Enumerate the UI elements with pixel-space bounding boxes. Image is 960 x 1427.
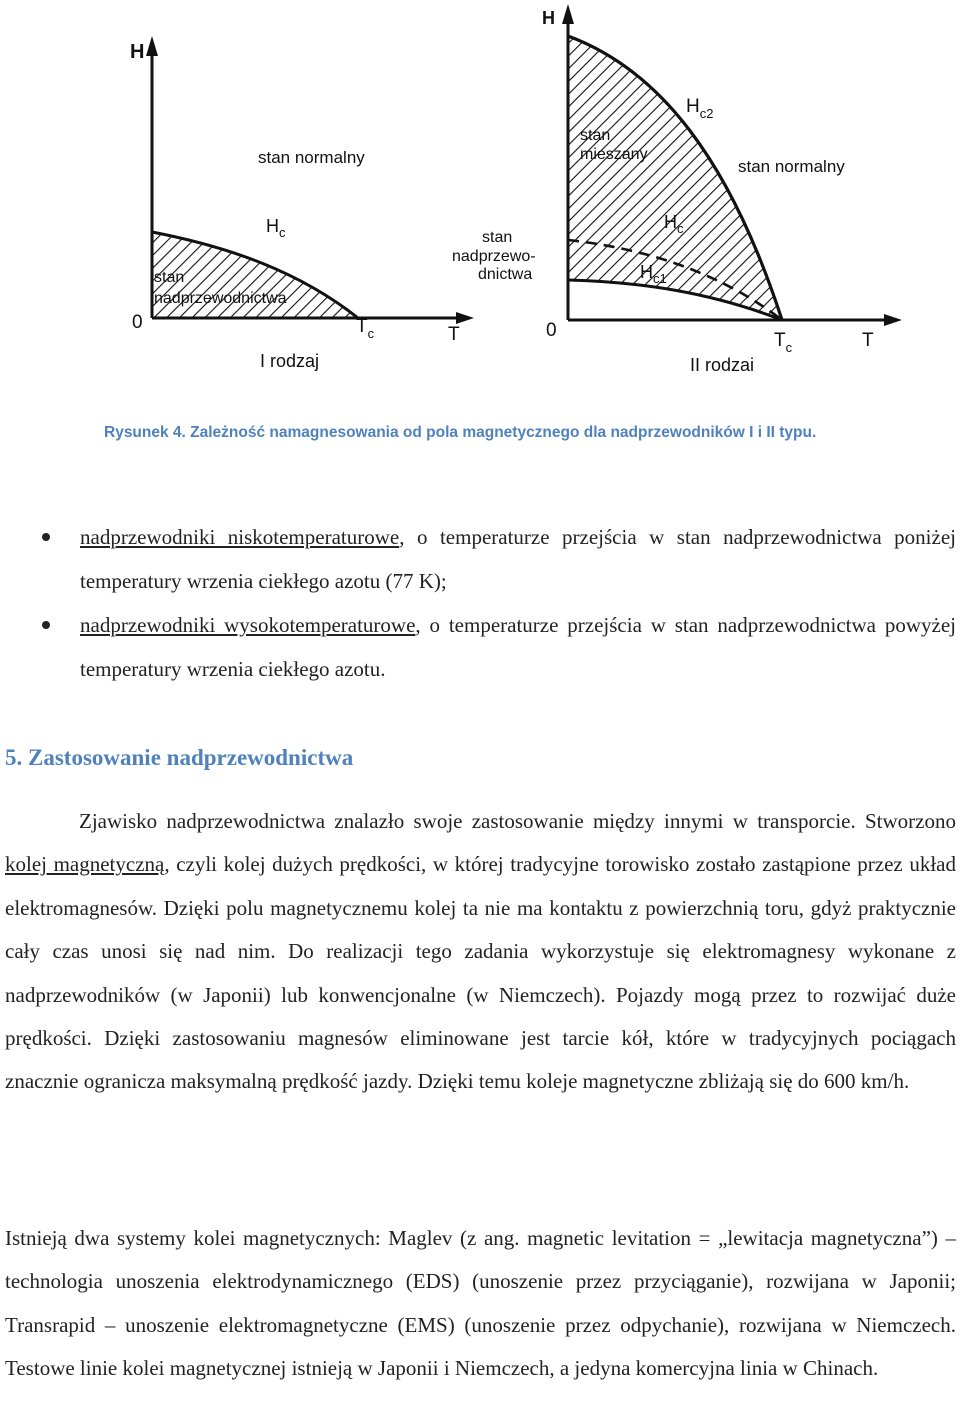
type-i-diagram bbox=[130, 36, 474, 371]
paragraph-applications bbox=[5, 800, 956, 1104]
paragraph-maglev-systems: Istnieją dwa systemy kolei magnetycznych: Maglev (z ang. magnetic levitation = „lewitacja magnetyczna”) – technologia unoszenia elektrodynamicznego (EDS) (unoszenie przez przyciąganie), rozwijana w Japonii; Transrapid – unoszenie elektromagnetyczne (EMS) (unoszenie przez odpychanie), rozwijana w Niemczech. Testowe linie kolei magnetycznej istnieją w Japonii i Niemczech, a jedyna komercyjna linia w Chinach. bbox=[5, 1226, 956, 1381]
paragraph-text: , czyli kolej dużych prędkości, w której tradycyjne torowisko zostało zastąpione przez układ elektromagnesów. Dzięki polu magnetycznemu kolej ta nie ma kontaktu z powierzchnią toru, gdyż praktycznie cały czas unosi się nad nim. Do realizacji tego zadania wykorzystuje się elektromagnesy wykonane z nadprzewodników (w Japonii) lub konwencjonalne (w Niemczech). Pojazdy mogą przez to rozwijać duże prędkości. Dzięki zastosowaniu magnesów eliminowane jest tarcie kół, które w tradycyjnych pociągach znacznie ogranicza maksymalną prędkość jazdy. Dzięki temu koleje magnetyczne zbliżają się do 600 km/h. bbox=[5, 852, 957, 1094]
type-i-hc-label: $H_c$ bbox=[266, 216, 286, 240]
bullet-dot-icon bbox=[42, 621, 50, 629]
bullet-item bbox=[80, 603, 956, 691]
type-i-sc-state-label-line2: nadprzewodnictwa bbox=[154, 290, 287, 307]
type-ii-h-axis-arrow bbox=[562, 4, 574, 24]
bullet-item bbox=[80, 515, 956, 603]
type-ii-sc-label-line1: stan bbox=[482, 229, 513, 246]
type-ii-mixed-region bbox=[568, 36, 782, 320]
type-ii-caption-label: II rodzai bbox=[690, 355, 755, 375]
type-i-origin-label: 0 bbox=[132, 312, 143, 333]
type-ii-t-axis-arrow bbox=[884, 314, 902, 326]
type-ii-sc-label-line2: nadprzewo- bbox=[452, 248, 536, 265]
low-temp-superconductors-link[interactable]: nadprzewodniki niskotemperaturowe bbox=[80, 525, 400, 549]
type-i-h-axis-arrow bbox=[146, 36, 158, 56]
type-ii-mixed-label-line2: mieszany bbox=[580, 146, 648, 163]
phase-diagram-svg bbox=[0, 0, 960, 400]
phase-diagram-figure bbox=[0, 0, 960, 400]
type-ii-tc-label: $T_c$ bbox=[774, 330, 793, 355]
type-i-tc-label: $T_c$ bbox=[356, 316, 375, 341]
type-ii-hc-label: $H_c$ bbox=[664, 212, 684, 236]
type-i-t-axis-label: T bbox=[448, 324, 460, 345]
type-i-sc-state-label-line1: stan bbox=[154, 269, 185, 286]
figure-caption: Rysunek 4. Zależność namagnesowania od pola magnetycznego dla nadprzewodników I i II typu. bbox=[104, 424, 817, 441]
type-ii-mixed-label-line1: stan bbox=[580, 127, 611, 144]
bullet-dot-icon bbox=[42, 533, 50, 541]
type-ii-origin-label: 0 bbox=[546, 320, 557, 341]
type-ii-sc-label-line3: dnictwa bbox=[478, 266, 533, 283]
type-ii-hc1-label: $H_{c1}$ bbox=[640, 262, 667, 286]
type-ii-hc2-label: $H_{c2}$ bbox=[686, 96, 714, 121]
high-temp-superconductors-link[interactable]: nadprzewodniki wysokotemperaturowe bbox=[80, 613, 416, 637]
bullet-list bbox=[0, 515, 960, 691]
bullet-text: , o temperaturze przejścia w stan nadprzewodnictwa poniżej temperatury wrzenia ciekłego azotu (77 K); bbox=[80, 525, 956, 593]
type-i-h-axis-label: H bbox=[130, 41, 145, 63]
type-ii-normal-state-label: stan normalny bbox=[738, 157, 845, 176]
maglev-link[interactable]: kolej magnetyczną bbox=[5, 852, 165, 877]
type-i-t-axis-arrow bbox=[456, 312, 474, 324]
section-heading: 5. Zastosowanie nadprzewodnictwa bbox=[5, 745, 354, 770]
type-ii-diagram bbox=[452, 4, 902, 375]
type-ii-h-axis-label: H bbox=[542, 8, 555, 28]
type-i-caption-label: I rodzaj bbox=[260, 351, 320, 371]
type-i-normal-state-label: stan normalny bbox=[258, 148, 365, 167]
type-ii-t-axis-label: T bbox=[862, 330, 874, 351]
paragraph-text: Zjawisko nadprzewodnictwa znalazło swoje zastosowanie między innymi w transporcie. Stworzono bbox=[79, 809, 956, 833]
bullet-text: , o temperaturze przejścia w stan nadprzewodnictwa powyżej temperatury wrzenia ciekłego azotu. bbox=[80, 613, 956, 681]
